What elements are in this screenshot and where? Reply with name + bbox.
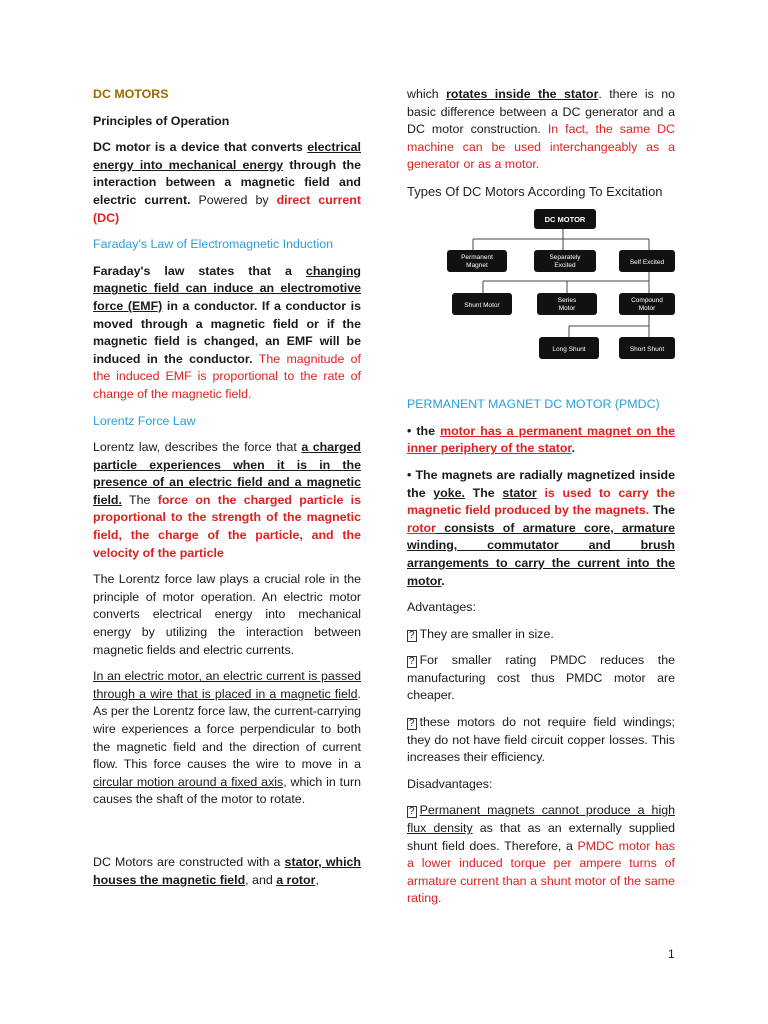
paragraph-stator-rotor [407,86,675,174]
node-short-shunt [619,337,675,359]
text-run: The [121,492,158,507]
text-run-underlined: electrical energy into mechanical energy [93,140,361,172]
text-run: The [464,485,503,500]
bullet-magnets-radially [407,467,675,590]
disadvantage-item [407,802,675,908]
text-run: They are smaller in size. [419,626,554,641]
paragraph-construction [93,854,361,889]
text-run: . [571,441,576,456]
node-shunt-motor [452,293,512,315]
text-run: these motors do not require field windings; they do not have field circuit copper losses. This increases their efficiency. [407,715,675,765]
text-run: as that as an externally supplied shunt field does. Therefore, a [407,821,676,853]
text-run: • The magnets are radially magnetized inside the [407,467,675,500]
node-self-excited [619,250,675,272]
text-run: DC motor is a device that converts [93,140,308,155]
text-run: . there is no basic difference between a DC generator and a DC motor construction. [407,87,675,137]
disadvantages-label: Disadvantages: [407,776,493,791]
node-label: Excited [554,261,576,269]
text-run: , which in turn causes the shaft of the motor to rotate. [93,774,362,807]
advantage-item [407,626,675,644]
node-compound-motor [619,293,675,315]
node-label: Magnet [466,261,488,269]
text-run-red: force on the charged particle is proportional to the strength of the magnetic field, the charge of the particle, and the velocity of the particle [93,492,361,560]
text-run: Powered by [198,192,277,207]
text-run-underlined: rotates inside the stator [446,87,599,101]
text-run: . As per the Lorentz force law, the current-carrying wire experiences a force perpendicular to both the magnetic field and the direction of current flow. This force causes the wire to move in a [93,686,361,772]
text-run-red: is used to carry the magnetic field produced by the magnets. [407,485,675,518]
page-number: 1 [668,947,675,961]
section-heading-pmdc: PERMANENT MAGNET DC MOTOR (PMDC) [407,397,660,412]
section-heading-lorentz: Lorentz Force Law [93,413,196,428]
paragraph-faraday [93,263,361,404]
spacer [407,372,675,396]
node-label: Compound [631,296,663,304]
section-heading-principles: Principles of Operation [93,113,230,128]
text-run-red: direct current (DC) [93,192,362,225]
node-label: Separately [549,253,581,261]
text-run-underlined: yoke. [433,485,465,500]
node-label: Long Shunt [552,345,586,353]
text-run-red-underlined: motor has a permanent magnet on the inner periphery of the stator [407,423,675,456]
paragraph-lorentz-role: The Lorentz force law plays a crucial role in the principle of motor operation. An electric motor converts electrical energy into mechanical energy by utilizing the interaction between magnetic fields and electric currents. [93,572,361,657]
text-run: , [315,872,319,887]
node-separately-excited [534,250,596,272]
text-run: through the interaction between a magnetic field and electric current. [93,157,362,207]
text-run-underlined: Permanent magnets cannot produce a high flux density [407,803,675,836]
text-run: Faraday's law states that a [93,263,306,278]
text-run: , and [245,872,277,887]
paragraph-dc-motor-definition [93,139,361,227]
text-run: For smaller rating PMDC reduces the manufacturing cost thus PMDC motor are cheaper. [407,653,675,703]
advantages-label: Advantages: [407,600,476,615]
paragraph-lorentz [93,439,361,562]
advantage-item [407,652,675,705]
text-run-underlined: In an electric motor, an electric current is passed through a wire that is placed in a magnetic field [93,669,361,701]
text-run-underlined: a rotor [276,872,316,887]
text-run: DC Motors are constructed with a [93,854,285,869]
node-label: Permanent [461,253,493,261]
spacer [93,818,361,854]
node-label: Series [557,296,577,304]
left-column [93,86,361,898]
box-icon: ? [409,718,415,730]
text-run: The [649,503,675,518]
right-column [407,86,675,917]
text-run-underlined: a charged particle experiences when it is in the presence of an electric field and a magnetic field. [93,440,361,507]
figure-title: Types Of DC Motors According To Excitation [407,183,663,199]
text-run-red: The magnitude of the induced EMF is proportional to the rate of change of the magnetic field. [93,351,362,401]
paragraph-electric-motor [93,668,361,809]
node-label: Motor [638,304,656,312]
text-run: . [441,573,445,588]
bullet-permanent-magnet [407,423,675,458]
document-title: DC MOTORS [93,87,169,101]
node-label: Short Shunt [629,345,665,353]
text-run: in a conductor. If a conductor is moved through a magnetic field or if the magnetic field is changed, an EMF will be induced in the conductor. [93,298,361,366]
node-label: Motor [558,304,576,312]
text-run-underlined: stator, which houses the magnetic field [93,854,361,887]
text-run-underlined: changing magnetic field can induce an electromotive force (EMF) [93,263,361,313]
node-label: Self Excited [629,258,665,266]
text-run-red: PMDC motor has a lower induced torque per ampere turns of armature current than a shunt motor of the same rating. [407,838,675,906]
box-icon: ? [409,656,415,668]
node-label: Shunt Motor [464,301,500,309]
text-run: • the [407,423,441,438]
text-run-underlined: consists of armature core, armature winding, commutator and brush arrangements to carry the current into the motor [407,520,675,588]
node-series-motor [537,293,597,315]
node-dc-motor [534,209,596,229]
box-icon: ? [409,806,415,818]
text-run: which [407,87,447,101]
text-run-red-underlined: rotor [407,520,436,535]
text-run: Lorentz law, describes the force that [93,440,302,455]
box-icon: ? [409,629,415,641]
advantage-item [407,714,675,767]
section-heading-faraday: Faraday's Law of Electromagnetic Induction [93,237,333,252]
dc-motor-types-diagram [407,207,675,367]
node-label: DC MOTOR [544,214,586,224]
node-long-shunt [539,337,599,359]
text-run-red: In fact, the same DC machine can be used interchangeably as a generator or as a motor. [407,122,675,172]
text-run-underlined: stator [502,485,537,500]
text-run-underlined: circular motion around a fixed axis [93,774,284,789]
diagram-connectors [473,229,649,337]
node-permanent-magnet [447,250,507,272]
